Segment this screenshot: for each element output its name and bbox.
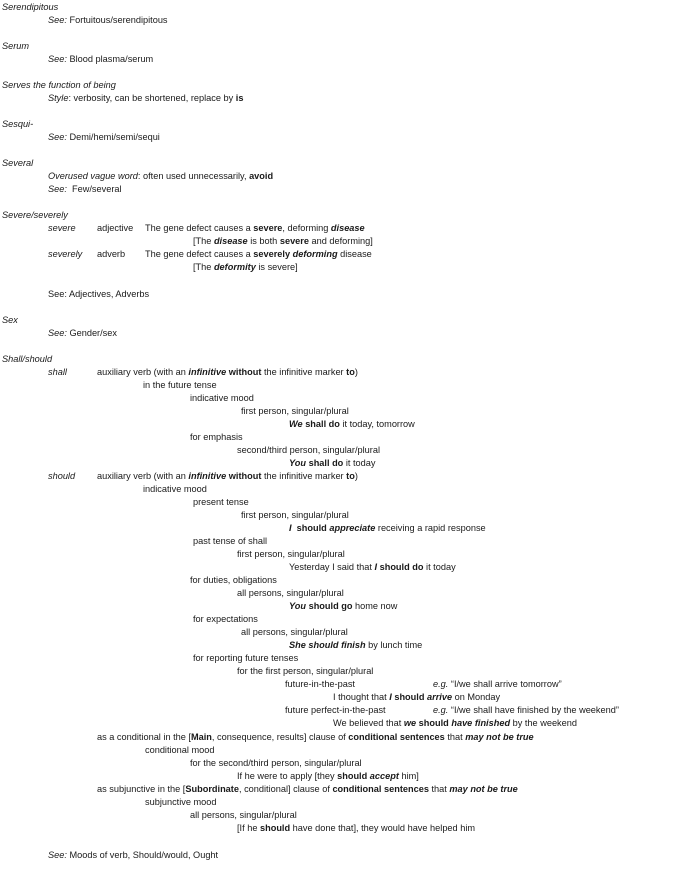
future-perfect-in-the-past: future perfect-in-the-past — [285, 705, 386, 715]
ex-text: the infinitive marker — [261, 367, 347, 377]
ex-bold: shall do — [305, 419, 340, 429]
future-in-the-past: future-in-the-past — [285, 679, 355, 689]
conditional-main — [97, 731, 534, 743]
ex-text: by the weekend — [510, 718, 577, 728]
ex-bold-italic: I — [389, 692, 392, 702]
entry-title-severe: Severe/severely — [2, 210, 68, 220]
see-target: Demi/hemi/semi/sequi — [69, 132, 160, 142]
all-persons: all persons, singular/plural — [237, 588, 344, 598]
word-severe: severe — [48, 223, 76, 233]
see-label: See: — [48, 850, 67, 860]
ex-text: We believed that — [333, 718, 404, 728]
ex-bold: to — [346, 367, 355, 377]
ex-bold: severely — [253, 249, 291, 259]
pos-adverb: adverb — [97, 249, 126, 259]
style-label: Style — [48, 93, 69, 103]
entry-title-sex: Sex — [2, 315, 18, 325]
example-you-should-go — [289, 600, 397, 612]
ex-bold-italic: disease — [330, 223, 365, 233]
ex-text: that — [428, 784, 450, 794]
style-note — [48, 92, 243, 104]
all-persons: all persons, singular/plural — [241, 627, 348, 637]
ex-bold: conditional sentences — [348, 732, 445, 742]
ex-text: auxiliary verb (with an — [97, 471, 189, 481]
expectations: for expectations — [193, 614, 258, 624]
see-label: See: — [48, 15, 67, 25]
indicative-mood: indicative mood — [190, 393, 254, 403]
ex-bold: should do — [379, 562, 424, 572]
ex-bold: shall do — [308, 458, 344, 468]
ex-bold: Main — [190, 732, 212, 742]
ex-text: the infinitive marker — [261, 471, 347, 481]
ex-text: receiving a rapid response — [375, 523, 486, 533]
ex-text: The gene defect causes a — [145, 223, 254, 233]
word-shall: shall — [48, 367, 67, 377]
conditional-mood: conditional mood — [145, 745, 215, 755]
all-persons: all persons, singular/plural — [190, 810, 297, 820]
ex-bold: conditional sentences — [332, 784, 429, 794]
example-if-he-should — [237, 822, 475, 834]
ex-bold: to — [346, 471, 355, 481]
example-eg-2 — [433, 704, 619, 716]
entry-title-several: Several — [2, 158, 34, 168]
ex-bold: severe — [279, 236, 309, 246]
second-third-person: for the second/third person, singular/plural — [190, 758, 362, 768]
see-label: See: — [48, 328, 67, 338]
ex-text: that — [444, 732, 466, 742]
ex-text: is both — [247, 236, 280, 246]
ex-bold: without — [228, 367, 262, 377]
example-you-shall — [289, 457, 375, 469]
ex-text: by lunch time — [365, 640, 423, 650]
entry-title-sesqui: Sesqui- — [2, 119, 34, 129]
duties-obligations: for duties, obligations — [190, 575, 277, 585]
ex-bold-italic: You — [289, 601, 307, 611]
vague-label: Overused vague word — [48, 171, 138, 181]
ex-bold-italic: should finish — [308, 640, 366, 650]
ex-text: have done that], they would have helped him — [290, 823, 476, 833]
see-reference — [48, 53, 153, 65]
ex-bold-italic: have finished — [451, 718, 511, 728]
ex-bold-italic: we — [403, 718, 417, 728]
entry-title-serves: Serves the function of being — [2, 80, 116, 90]
see-target: Gender/sex — [69, 328, 117, 338]
ex-text: ] — [295, 262, 298, 272]
vague-text: : often used unnecessarily, — [137, 171, 250, 181]
see-reference — [48, 327, 117, 339]
ex-bold: without — [228, 471, 262, 481]
ex-bold: should — [394, 692, 425, 702]
see-target: Blood plasma/serum — [69, 54, 154, 64]
ex-text: ) — [354, 471, 358, 481]
first-person: first person, singular/plural — [241, 510, 349, 520]
see-label: See: — [48, 132, 67, 142]
word-severely: severely — [48, 249, 83, 259]
future-tense: in the future tense — [143, 380, 217, 390]
ex-text: as subjunctive in the [ — [97, 784, 186, 794]
ex-bold-italic: accept — [369, 771, 399, 781]
ex-text: on Monday — [452, 692, 501, 702]
ex-text: Yesterday I said that — [289, 562, 375, 572]
example-severely — [145, 248, 372, 260]
eg-label: e.g. — [433, 679, 449, 689]
see-reference — [48, 131, 160, 143]
aux-verb-should — [97, 470, 358, 482]
ex-text: severe — [267, 262, 296, 272]
ex-bold: Subordinate — [185, 784, 239, 794]
ex-text: , consequence, results] clause of — [211, 732, 349, 742]
example-apply — [237, 770, 419, 782]
example-severe — [145, 222, 365, 234]
ex-text: [The — [193, 262, 214, 272]
ex-text: The gene defect causes a — [145, 249, 254, 259]
ex-text: If he were to apply [they — [237, 771, 338, 781]
style-word: is — [235, 93, 244, 103]
example-note-severely — [193, 261, 298, 273]
ex-text: it today, tomorrow — [339, 419, 415, 429]
see-label: See: — [48, 54, 67, 64]
ex-text: I thought that — [333, 692, 390, 702]
ex-bold-italic: I — [289, 523, 292, 533]
first-person: first person, singular/plural — [237, 549, 345, 559]
entry-title-serum: Serum — [2, 41, 30, 51]
ex-bold: should go — [308, 601, 353, 611]
see-reference — [48, 183, 122, 195]
first-person: for the first person, singular/plural — [237, 666, 374, 676]
ex-bold-italic: She — [289, 640, 306, 650]
word-should: should — [48, 471, 76, 481]
past-tense: past tense of shall — [193, 536, 268, 546]
ex-bold: should — [296, 523, 327, 533]
eg-label: e.g. — [433, 705, 449, 715]
ex-text: [If he — [237, 823, 260, 833]
example-we-shall — [289, 418, 415, 430]
style-text: : verbosity, can be shortened, replace by — [68, 93, 236, 103]
ex-bold-italic: We — [289, 419, 303, 429]
example-eg-1 — [433, 678, 562, 690]
present-tense: present tense — [193, 497, 249, 507]
ex-bold-italic: deforming — [292, 249, 338, 259]
ex-bold-italic: may not be true — [465, 732, 534, 742]
see-target: Few/several — [72, 184, 122, 194]
ex-bold-italic: disease — [213, 236, 248, 246]
ex-bold-italic: may not be true — [449, 784, 518, 794]
ex-bold-italic: appreciate — [329, 523, 376, 533]
ex-text: as a conditional in the [ — [97, 732, 191, 742]
ex-text: auxiliary verb (with an — [97, 367, 189, 377]
ex-bold: severe — [253, 223, 283, 233]
ex-text: “I/we shall arrive tomorrow” — [448, 679, 562, 689]
ex-bold-italic: infinitive — [188, 367, 227, 377]
ex-text: him] — [398, 771, 419, 781]
example-believed — [333, 717, 577, 729]
example-thought — [333, 691, 500, 703]
pos-adjective: adjective — [97, 223, 134, 233]
first-person: first person, singular/plural — [241, 406, 349, 416]
see-target: Fortuitous/serendipitous — [69, 15, 168, 25]
vague-note — [48, 170, 273, 182]
example-she-should — [289, 639, 422, 651]
ex-text: it today — [423, 562, 456, 572]
ex-bold: should — [337, 771, 368, 781]
ex-bold-italic: You — [289, 458, 307, 468]
ex-text: is — [255, 262, 268, 272]
see-reference — [48, 849, 218, 861]
ex-text: it today — [343, 458, 376, 468]
ex-text: “I/we shall have finished by the weekend” — [448, 705, 619, 715]
subjunctive-mood: subjunctive mood — [145, 797, 217, 807]
ex-text: home now — [352, 601, 398, 611]
ex-text: , conditional] clause of — [238, 784, 333, 794]
example-note-severe — [193, 235, 373, 247]
ex-bold: should — [418, 718, 449, 728]
see-reference: See: Adjectives, Adverbs — [48, 289, 150, 299]
ex-bold-italic: I — [374, 562, 378, 572]
ex-text: ) — [354, 367, 358, 377]
ex-bold-italic: infinitive — [188, 471, 227, 481]
example-yesterday — [289, 561, 456, 573]
see-target: Moods of verb, Should/would, Ought — [69, 850, 219, 860]
avoid-word: avoid — [249, 171, 274, 181]
example-i-should — [289, 522, 486, 534]
aux-verb-shall — [97, 366, 358, 378]
ex-bold-italic: deformity — [213, 262, 256, 272]
ex-bold-italic: arrive — [427, 692, 453, 702]
ex-text: and deforming] — [308, 236, 373, 246]
ex-bold: should — [259, 823, 291, 833]
ex-text: disease — [337, 249, 372, 259]
second-third-person: second/third person, singular/plural — [237, 445, 380, 455]
entry-title-shall-should: Shall/should — [2, 354, 53, 364]
for-emphasis: for emphasis — [190, 432, 243, 442]
see-label: See: — [48, 184, 67, 194]
ex-text: [The — [193, 236, 214, 246]
entry-title-serendipitous: Serendipitous — [2, 2, 59, 12]
reporting-future: for reporting future tenses — [193, 653, 299, 663]
indicative-mood: indicative mood — [143, 484, 207, 494]
subjunctive-subordinate — [97, 783, 518, 795]
ex-text: , deforming — [282, 223, 331, 233]
see-reference — [48, 14, 168, 26]
